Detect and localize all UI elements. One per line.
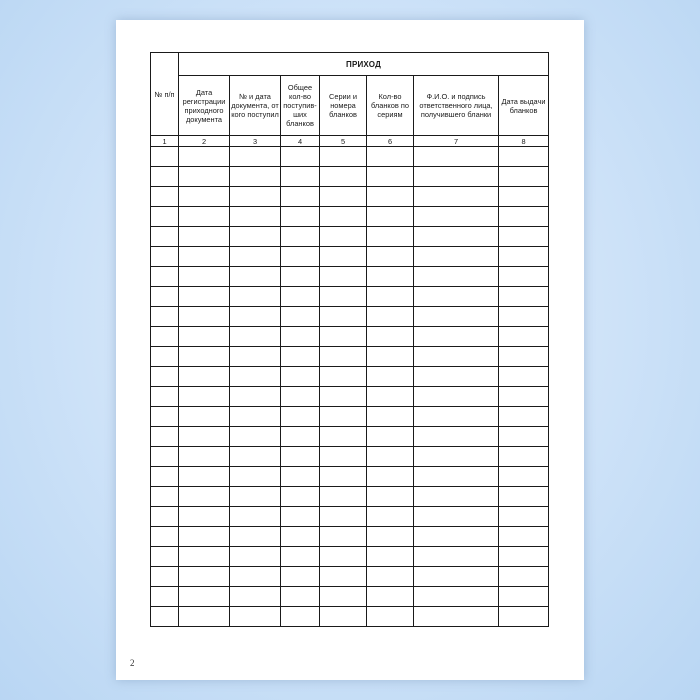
table-cell[interactable] [179, 327, 230, 347]
table-cell[interactable] [230, 447, 281, 467]
table-cell[interactable] [281, 267, 320, 287]
table-cell[interactable] [230, 307, 281, 327]
table-cell[interactable] [499, 247, 549, 267]
table-cell[interactable] [179, 487, 230, 507]
table-cell[interactable] [230, 347, 281, 367]
table-cell[interactable] [499, 547, 549, 567]
table-cell[interactable] [367, 567, 414, 587]
table-cell[interactable] [499, 587, 549, 607]
table-cell[interactable] [230, 407, 281, 427]
table-cell[interactable] [151, 487, 179, 507]
table-cell[interactable] [320, 347, 367, 367]
table-cell[interactable] [179, 307, 230, 327]
table-cell[interactable] [151, 467, 179, 487]
table-row [151, 327, 549, 347]
table-cell[interactable] [414, 147, 499, 167]
table-row [151, 207, 549, 227]
table-cell[interactable] [281, 507, 320, 527]
table-cell[interactable] [414, 587, 499, 607]
column-number: 7 [414, 136, 499, 147]
table-cell[interactable] [499, 607, 549, 627]
table-row [151, 487, 549, 507]
table-cell[interactable] [414, 447, 499, 467]
table-cell[interactable] [367, 367, 414, 387]
table-row [151, 367, 549, 387]
table-cell[interactable] [320, 527, 367, 547]
table-cell[interactable] [367, 447, 414, 467]
table-cell[interactable] [230, 227, 281, 247]
table-cell[interactable] [179, 427, 230, 447]
table-row [151, 347, 549, 367]
table-cell[interactable] [281, 547, 320, 567]
table-cell[interactable] [151, 507, 179, 527]
table-cell[interactable] [414, 607, 499, 627]
table-cell[interactable] [367, 407, 414, 427]
table-cell[interactable] [230, 367, 281, 387]
table-cell[interactable] [499, 467, 549, 487]
table-cell[interactable] [499, 187, 549, 207]
table-cell[interactable] [151, 267, 179, 287]
table-cell[interactable] [414, 467, 499, 487]
table-cell[interactable] [414, 567, 499, 587]
table-cell[interactable] [499, 307, 549, 327]
table-cell[interactable] [367, 607, 414, 627]
table-cell[interactable] [281, 207, 320, 227]
table-cell[interactable] [151, 307, 179, 327]
table-cell[interactable] [414, 507, 499, 527]
table-row [151, 187, 549, 207]
column-header: Дата регистрации приходного документа [179, 76, 230, 136]
table-cell[interactable] [230, 487, 281, 507]
table-cell[interactable] [151, 167, 179, 187]
row-number-header: № п/п [151, 53, 179, 136]
table-cell[interactable] [281, 567, 320, 587]
table-cell[interactable] [367, 227, 414, 247]
table-cell[interactable] [179, 467, 230, 487]
table-cell[interactable] [414, 387, 499, 407]
table-cell[interactable] [230, 187, 281, 207]
table-cell[interactable] [281, 587, 320, 607]
table-cell[interactable] [151, 207, 179, 227]
table-cell[interactable] [151, 567, 179, 587]
table-cell[interactable] [151, 607, 179, 627]
table-cell[interactable] [281, 447, 320, 467]
table-cell[interactable] [320, 227, 367, 247]
table-cell[interactable] [367, 207, 414, 227]
table-row [151, 427, 549, 447]
table-cell[interactable] [281, 367, 320, 387]
table-cell[interactable] [281, 167, 320, 187]
table-cell[interactable] [414, 247, 499, 267]
table-cell[interactable] [179, 187, 230, 207]
table-row [151, 167, 549, 187]
table-cell[interactable] [320, 187, 367, 207]
table-cell[interactable] [320, 547, 367, 567]
table-cell[interactable] [320, 247, 367, 267]
table-cell[interactable] [414, 407, 499, 427]
table-cell[interactable] [499, 327, 549, 347]
table-cell[interactable] [151, 347, 179, 367]
table-row [151, 247, 549, 267]
table-row [151, 527, 549, 547]
table-cell[interactable] [499, 347, 549, 367]
table-cell[interactable] [281, 607, 320, 627]
table-cell[interactable] [230, 387, 281, 407]
table-cell[interactable] [320, 307, 367, 327]
table-cell[interactable] [499, 227, 549, 247]
table-row [151, 547, 549, 567]
table-cell[interactable] [151, 147, 179, 167]
column-number: 5 [320, 136, 367, 147]
table-cell[interactable] [179, 207, 230, 227]
table-cell[interactable] [414, 527, 499, 547]
table-cell[interactable] [414, 327, 499, 347]
column-number: 6 [367, 136, 414, 147]
table-cell[interactable] [151, 527, 179, 547]
column-number-row [151, 136, 549, 147]
column-header: № и дата документа, от кого поступил [230, 76, 281, 136]
table-cell[interactable] [367, 527, 414, 547]
table-cell[interactable] [281, 147, 320, 167]
table-cell[interactable] [499, 207, 549, 227]
table-cell[interactable] [499, 507, 549, 527]
table-row [151, 307, 549, 327]
table-cell[interactable] [179, 407, 230, 427]
table-cell[interactable] [230, 207, 281, 227]
table-cell[interactable] [367, 247, 414, 267]
table-cell[interactable] [414, 187, 499, 207]
table-cell[interactable] [179, 527, 230, 547]
table-cell[interactable] [230, 547, 281, 567]
table-cell[interactable] [414, 287, 499, 307]
table-cell[interactable] [179, 347, 230, 367]
table-cell[interactable] [367, 467, 414, 487]
table-cell[interactable] [179, 267, 230, 287]
table-row [151, 567, 549, 587]
table-cell[interactable] [230, 327, 281, 347]
table-cell[interactable] [281, 407, 320, 427]
table-row [151, 447, 549, 467]
table-cell[interactable] [179, 507, 230, 527]
table-cell[interactable] [320, 507, 367, 527]
table-cell[interactable] [230, 167, 281, 187]
table-cell[interactable] [179, 287, 230, 307]
column-number: 2 [179, 136, 230, 147]
table-cell[interactable] [414, 347, 499, 367]
column-number: 8 [499, 136, 549, 147]
table-cell[interactable] [151, 327, 179, 347]
table-cell[interactable] [179, 227, 230, 247]
table-cell[interactable] [367, 267, 414, 287]
table-cell[interactable] [179, 367, 230, 387]
table-cell[interactable] [179, 607, 230, 627]
table-cell[interactable] [281, 487, 320, 507]
table-cell[interactable] [179, 387, 230, 407]
table-cell[interactable] [179, 247, 230, 267]
table-cell[interactable] [367, 147, 414, 167]
column-header: Ф.И.О. и подпись ответственного лица, получившего бланки [414, 76, 499, 136]
table-cell[interactable] [499, 567, 549, 587]
table-cell[interactable] [230, 427, 281, 447]
table-cell[interactable] [414, 207, 499, 227]
table-cell[interactable] [281, 187, 320, 207]
table-cell[interactable] [320, 587, 367, 607]
table-cell[interactable] [499, 427, 549, 447]
table-cell[interactable] [151, 227, 179, 247]
table-cell[interactable] [281, 287, 320, 307]
column-header: Общее кол-во поступив-ших бланков [281, 76, 320, 136]
table-cell[interactable] [367, 427, 414, 447]
table-cell[interactable] [499, 167, 549, 187]
table-row [151, 507, 549, 527]
table-cell[interactable] [230, 247, 281, 267]
table-cell[interactable] [320, 467, 367, 487]
table-cell[interactable] [281, 427, 320, 447]
table-cell[interactable] [230, 567, 281, 587]
table-cell[interactable] [230, 147, 281, 167]
table-cell[interactable] [320, 567, 367, 587]
table-row [151, 387, 549, 407]
table-cell[interactable] [499, 367, 549, 387]
table-cell[interactable] [367, 187, 414, 207]
table-cell[interactable] [499, 447, 549, 467]
column-number: 1 [151, 136, 179, 147]
table-cell[interactable] [320, 427, 367, 447]
table-cell[interactable] [151, 387, 179, 407]
table-cell[interactable] [499, 387, 549, 407]
table-cell[interactable] [367, 167, 414, 187]
table-cell[interactable] [151, 547, 179, 567]
table-cell[interactable] [320, 387, 367, 407]
column-header: Дата выдачи бланков [499, 76, 549, 136]
table-cell[interactable] [320, 207, 367, 227]
table-cell[interactable] [367, 487, 414, 507]
table-cell[interactable] [151, 287, 179, 307]
table-cell[interactable] [320, 367, 367, 387]
table-row [151, 267, 549, 287]
page-number: 2 [130, 658, 135, 668]
table-cell[interactable] [499, 147, 549, 167]
table-cell[interactable] [281, 467, 320, 487]
table-cell[interactable] [414, 167, 499, 187]
table-cell[interactable] [151, 427, 179, 447]
table-cell[interactable] [151, 407, 179, 427]
table-cell[interactable] [281, 307, 320, 327]
document-page [116, 20, 584, 680]
table-cell[interactable] [367, 587, 414, 607]
table-cell[interactable] [414, 487, 499, 507]
table-cell[interactable] [367, 327, 414, 347]
table-cell[interactable] [151, 587, 179, 607]
table-cell[interactable] [179, 587, 230, 607]
table-row [151, 147, 549, 167]
table-cell[interactable] [367, 307, 414, 327]
table-cell[interactable] [281, 327, 320, 347]
table-cell[interactable] [230, 507, 281, 527]
table-cell[interactable] [320, 327, 367, 347]
table-cell[interactable] [414, 547, 499, 567]
table-row [151, 607, 549, 627]
table-cell[interactable] [230, 267, 281, 287]
table-cell[interactable] [281, 227, 320, 247]
table-cell[interactable] [414, 427, 499, 447]
column-header: Серии и номера бланков [320, 76, 367, 136]
table-cell[interactable] [230, 527, 281, 547]
table-cell[interactable] [179, 567, 230, 587]
table-cell[interactable] [320, 147, 367, 167]
table-cell[interactable] [230, 467, 281, 487]
table-cell[interactable] [367, 347, 414, 367]
table-cell[interactable] [320, 267, 367, 287]
column-header: Кол-во бланков по сериям [367, 76, 414, 136]
table-cell[interactable] [367, 507, 414, 527]
table-row [151, 587, 549, 607]
table-cell[interactable] [320, 447, 367, 467]
table-cell[interactable] [179, 147, 230, 167]
table-cell[interactable] [499, 267, 549, 287]
table-cell[interactable] [230, 587, 281, 607]
table-cell[interactable] [499, 407, 549, 427]
column-number: 3 [230, 136, 281, 147]
register-table [150, 52, 549, 627]
table-cell[interactable] [320, 287, 367, 307]
table-cell[interactable] [499, 487, 549, 507]
table-cell[interactable] [179, 547, 230, 567]
table-row [151, 407, 549, 427]
table-cell[interactable] [414, 227, 499, 247]
table-cell[interactable] [414, 367, 499, 387]
table-cell[interactable] [179, 167, 230, 187]
table-cell[interactable] [281, 347, 320, 367]
table-cell[interactable] [367, 547, 414, 567]
table-cell[interactable] [367, 387, 414, 407]
table-cell[interactable] [179, 447, 230, 467]
table-cell[interactable] [414, 307, 499, 327]
table-cell[interactable] [151, 187, 179, 207]
table-cell[interactable] [151, 247, 179, 267]
table-cell[interactable] [320, 167, 367, 187]
table-cell[interactable] [320, 607, 367, 627]
table-cell[interactable] [499, 287, 549, 307]
table-cell[interactable] [367, 287, 414, 307]
table-cell[interactable] [230, 287, 281, 307]
table-cell[interactable] [281, 387, 320, 407]
table-row [151, 227, 549, 247]
table-cell[interactable] [281, 527, 320, 547]
table-cell[interactable] [151, 367, 179, 387]
table-cell[interactable] [414, 267, 499, 287]
table-row [151, 467, 549, 487]
table-cell[interactable] [151, 447, 179, 467]
table-cell[interactable] [281, 247, 320, 267]
table-cell[interactable] [320, 487, 367, 507]
table-row [151, 287, 549, 307]
section-title: ПРИХОД [179, 53, 549, 76]
column-number: 4 [281, 136, 320, 147]
table-cell[interactable] [230, 607, 281, 627]
table-cell[interactable] [499, 527, 549, 547]
table-cell[interactable] [320, 407, 367, 427]
